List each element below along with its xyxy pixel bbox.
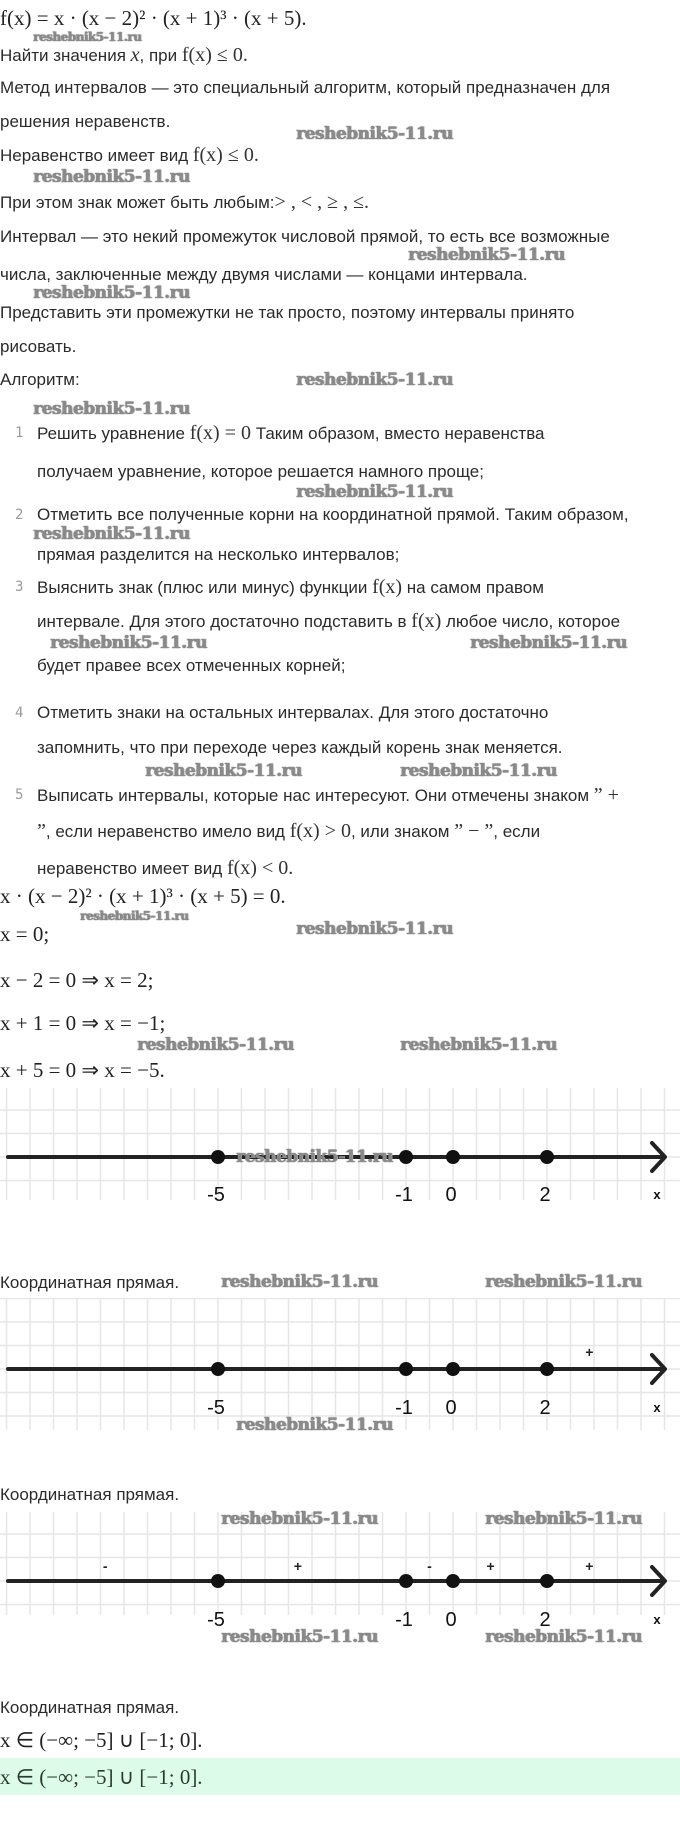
tick-label: -1 (395, 1397, 413, 1419)
step-math: ” − ” (454, 820, 494, 842)
watermark: reshebnik5-11.ru (33, 167, 190, 187)
tick-label: 2 (539, 1184, 551, 1206)
interval-sign: + (486, 1558, 495, 1574)
tick-label: -5 (207, 1609, 225, 1631)
watermark: reshebnik5-11.ru (33, 283, 190, 303)
root-point (211, 1362, 225, 1376)
signs-math: > , < , ≥ , ≤. (274, 191, 370, 213)
watermark: reshebnik5-11.ru (221, 1509, 378, 1529)
algorithm-title: Алгоритм: (0, 370, 80, 389)
watermark: reshebnik5-11.ru (408, 245, 565, 265)
tick-label: -5 (207, 1397, 225, 1419)
watermark: reshebnik5-11.ru (33, 30, 142, 44)
function-definition: f(x) = x · (x − 2)² · (x + 1)³ · (x + 5). (0, 6, 307, 30)
step-5-line-3 (37, 858, 293, 879)
step-text: Решить уравнение (37, 424, 185, 443)
root-point (399, 1150, 413, 1164)
step-math: f(x) > 0 (289, 820, 351, 842)
step-text: неравенство имеет вид (37, 859, 223, 878)
step-5-line-1 (37, 785, 619, 806)
task-text: Найти значения (0, 46, 126, 65)
root-point (399, 1574, 413, 1588)
root-point (540, 1574, 554, 1588)
equation: x · (x − 2)² · (x + 1)³ · (x + 5) = 0. (0, 884, 286, 908)
interval-line-2: числа, заключенные между двумя числами — концами интервала. (0, 265, 528, 284)
interval-sign: - (427, 1558, 432, 1574)
step-text: Таким образом, вместо неравенства (255, 424, 545, 443)
step-text: на самом правом (406, 578, 544, 597)
step-2-line-2: прямая разделится на несколько интервалов; (37, 545, 400, 564)
task-math: f(x) ≤ 0. (181, 44, 248, 66)
step-1-line-1 (37, 423, 545, 444)
root-point (211, 1574, 225, 1588)
step-number: 4 (15, 705, 24, 721)
step-3-line-2 (37, 611, 620, 632)
interval-line-1: Интервал — это некий промежуток числовой прямой, то есть все возможные (0, 227, 610, 246)
task-line (0, 45, 248, 66)
number-line-3 (0, 1509, 680, 1631)
watermark: reshebnik5-11.ru (50, 633, 207, 653)
interval-sign: + (293, 1558, 302, 1574)
signs-text: При этом знак может быть любым: (0, 193, 275, 212)
watermark: reshebnik5-11.ru (236, 1415, 393, 1435)
task-var: x (130, 44, 140, 66)
root-point (446, 1362, 460, 1376)
step-math: f(x) = 0 (189, 422, 251, 444)
step-3-line-3: будет правее всех отмеченных корней; (37, 656, 346, 675)
step-text: , если (493, 822, 541, 841)
watermark: reshebnik5-11.ru (33, 399, 190, 419)
watermark: reshebnik5-11.ru (221, 1627, 378, 1647)
watermark: reshebnik5-11.ru (485, 1627, 642, 1647)
step-number: 5 (15, 787, 24, 803)
inequality-text: Неравенство имеет вид (0, 146, 189, 165)
root-point (446, 1150, 460, 1164)
step-4-line-2: запомнить, что при переходе через каждый корень знак меняется. (37, 738, 563, 757)
signs-line (0, 192, 369, 213)
watermark: reshebnik5-11.ru (137, 1035, 294, 1055)
tick-label: -5 (207, 1184, 225, 1206)
inequality-line (0, 145, 259, 166)
root-point (540, 1362, 554, 1376)
root-point (399, 1362, 413, 1376)
step-math: f(x) (372, 576, 403, 598)
step-4-line-1: Отметить знаки на остальных интервалах. Для этого достаточно (37, 703, 549, 722)
step-math: ” (37, 820, 46, 842)
step-math: f(x) (411, 610, 442, 632)
step-number: 2 (15, 507, 24, 523)
watermark: reshebnik5-11.ru (485, 1509, 642, 1529)
watermark: reshebnik5-11.ru (221, 1272, 378, 1292)
watermark: reshebnik5-11.ru (296, 482, 453, 502)
watermark: reshebnik5-11.ru (33, 524, 190, 544)
root-line: x = 0; (0, 922, 50, 946)
root-point (211, 1150, 225, 1164)
watermark: reshebnik5-11.ru (485, 1272, 642, 1292)
tick-label: 0 (445, 1397, 457, 1419)
watermark: reshebnik5-11.ru (296, 124, 453, 144)
draw-line-1: Представить эти промежутки не так просто, поэтому интервалы принято (0, 303, 575, 322)
step-text: , или знаком (350, 822, 450, 841)
root-point (446, 1574, 460, 1588)
root-line: x + 5 = 0 ⇒ x = −5. (0, 1058, 165, 1082)
watermark: reshebnik5-11.ru (80, 909, 189, 923)
interval-sign: - (102, 1558, 108, 1574)
tick-label: 2 (539, 1609, 551, 1631)
interval-sign: + (585, 1558, 594, 1574)
tick-label: -1 (395, 1609, 413, 1631)
step-text: Выписать интервалы, которые нас интересуют. Они отмечены знаком (37, 786, 590, 805)
step-text: любое число, которое (446, 612, 621, 631)
task-mid: , при (139, 46, 178, 65)
caption: Координатная прямая. (0, 1273, 180, 1292)
tick-label: 2 (539, 1397, 551, 1419)
method-line-1: Метод интервалов — это специальный алгоритм, который предназначен для (0, 78, 611, 97)
step-2-line-1: Отметить все полученные корни на координатной прямой. Таким образом, (37, 505, 629, 524)
method-line-2: решения неравенств. (0, 112, 171, 131)
root-line: x + 1 = 0 ⇒ x = −1; (0, 1011, 166, 1035)
draw-line-2: рисовать. (0, 337, 77, 356)
final-answer: x ∈ (−∞; −5] ∪ [−1; 0]. (0, 1765, 203, 1789)
axis-label: x (653, 1400, 661, 1415)
step-text: Выяснить знак (плюс или минус) функции (37, 578, 368, 597)
step-number: 1 (15, 425, 24, 441)
axis-label: x (653, 1612, 661, 1627)
step-number: 3 (15, 579, 24, 595)
caption: Координатная прямая. (0, 1698, 180, 1717)
axis-label: x (653, 1187, 661, 1202)
tick-label: 0 (445, 1184, 457, 1206)
step-text: , если неравенство имело вид (45, 822, 285, 841)
inequality-math: f(x) ≤ 0. (192, 144, 259, 166)
watermark: reshebnik5-11.ru (296, 919, 453, 939)
step-text: интервале. Для этого достаточно подставить в (37, 612, 407, 631)
step-3-line-1 (37, 577, 544, 598)
answer: x ∈ (−∞; −5] ∪ [−1; 0]. (0, 1728, 203, 1752)
root-point (540, 1150, 554, 1164)
watermark: reshebnik5-11.ru (400, 761, 557, 781)
watermark: reshebnik5-11.ru (470, 633, 627, 653)
watermark: reshebnik5-11.ru (236, 1147, 393, 1167)
number-line-2 (0, 1298, 680, 1434)
step-math: f(x) < 0. (226, 857, 294, 879)
watermark: reshebnik5-11.ru (145, 761, 302, 781)
caption: Координатная прямая. (0, 1485, 180, 1504)
watermark: reshebnik5-11.ru (400, 1035, 557, 1055)
tick-label: -1 (395, 1184, 413, 1206)
step-5-line-2 (37, 821, 540, 842)
watermark: reshebnik5-11.ru (296, 370, 453, 390)
root-line: x − 2 = 0 ⇒ x = 2; (0, 968, 154, 992)
step-1-line-2: получаем уравнение, которое решается намного проще; (37, 462, 484, 481)
interval-sign: + (585, 1344, 594, 1360)
step-math: ” + (593, 784, 619, 806)
tick-label: 0 (445, 1609, 457, 1631)
